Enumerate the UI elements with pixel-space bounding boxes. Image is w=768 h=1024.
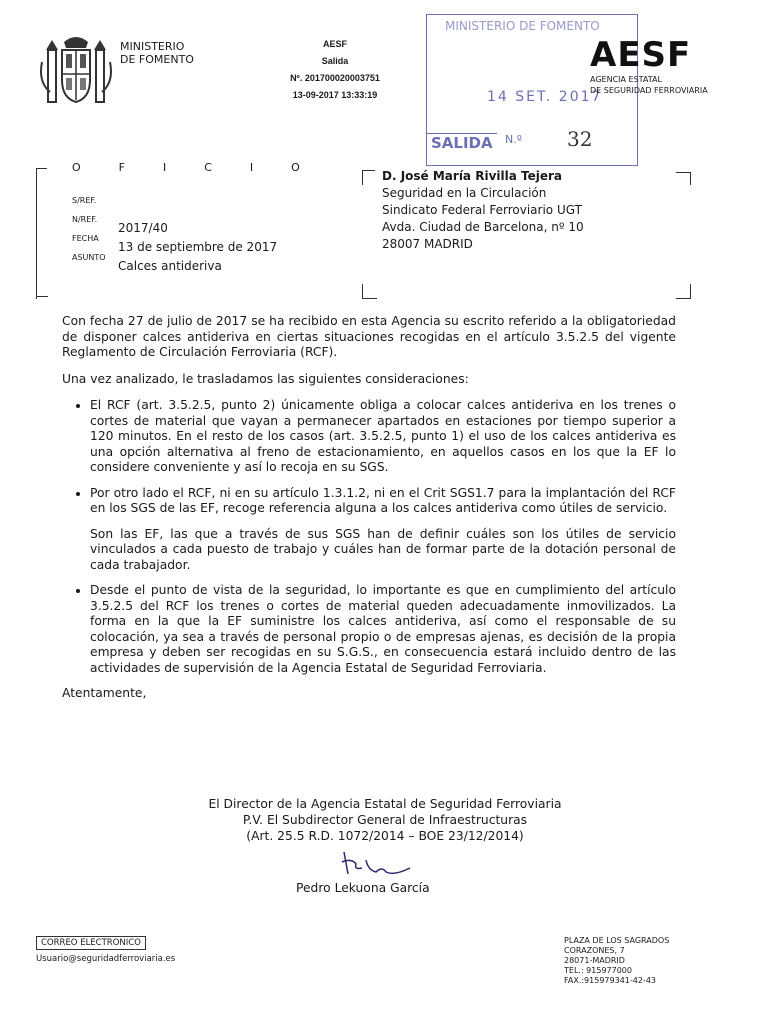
- corner-mark: [676, 284, 691, 299]
- aesf-logo-line1: AGENCIA ESTATAL: [590, 75, 662, 84]
- nref-value: 2017/40: [118, 221, 168, 235]
- registry-org: AESF: [322, 39, 347, 49]
- stamp-top-text: MINISTERIO DE FOMENTO: [445, 19, 600, 33]
- footer-address-line2: CORAZONES, 7: [564, 946, 625, 955]
- footer-address-line1: PLAZA DE LOS SAGRADOS: [564, 936, 670, 945]
- sref-label: S/REF.: [72, 196, 97, 205]
- corner-mark: [676, 172, 691, 185]
- nref-label: N/REF.: [72, 215, 98, 224]
- corner-mark: [362, 170, 375, 185]
- stamp-no-label: N.º: [505, 133, 522, 146]
- stamp-number: 32: [567, 127, 593, 151]
- reference-values: [118, 219, 277, 276]
- stamp-salida: SALIDA: [427, 133, 497, 152]
- registry-number: Nº. 201700020003751: [290, 73, 380, 83]
- recipient-line1: Seguridad en la Circulación: [382, 186, 547, 200]
- signer-title-line2: P.V. El Subdirector General de Infraestructuras: [242, 813, 528, 827]
- ministry-line1: MINISTERIO: [120, 40, 185, 53]
- asunto-value: Calces antideriva: [118, 259, 222, 273]
- reference-labels: [72, 196, 106, 272]
- corner-mark: [362, 284, 377, 299]
- fecha-value: 13 de septiembre de 2017: [118, 240, 278, 254]
- registry-stamp: [270, 36, 400, 104]
- aesf-logo-line2: DE SEGURIDAD FERROVIARIA: [590, 86, 708, 95]
- recipient-line2: Sindicato Federal Ferroviario UGT: [382, 203, 582, 217]
- registry-type: Salida: [321, 56, 349, 66]
- asunto-label: ASUNTO: [72, 253, 106, 262]
- ministry-line2: DE FOMENTO: [120, 53, 194, 66]
- letter-body: [62, 314, 676, 713]
- corner-mark: [36, 296, 48, 297]
- list-item-continuation: Son las EF, las que a través de sus SGS han de definir cuáles son los útiles de servicio vinculados a cada puesto de trabajo y cuáles han de formar parte de la dotación personal de cada trabajador.: [90, 526, 676, 572]
- handwritten-signature-icon: [338, 848, 418, 882]
- list-item: • Desde el punto de vista de la seguridad, lo importante es que en cumplimiento del artículo 3.5.2.5 del RCF los trenes o cortes de material queden adecuadamente inmovilizados. La forma en la que la EF suministre los calces antideriva, así como el responsable de su colocación, ya sea a través de personal propio o de empresas ajenas, es decisión de la propia empresa y deben ser recogidas en su S.G.S., en consecuencia estará incluido dentro de las actividades de supervisión de la Agencia Estatal de Seguridad Ferroviaria.: [90, 583, 676, 676]
- stamp-date: 14 SET. 2017: [487, 89, 603, 105]
- considerations-list: [62, 583, 676, 676]
- ministry-name: [120, 40, 194, 66]
- considerations-list: [62, 398, 676, 517]
- footer-phone: TEL.: 915977000: [564, 966, 632, 975]
- signature-block: [120, 796, 650, 844]
- signer-name: Pedro Lekuona García: [296, 881, 430, 895]
- email-address: Usuario@seguridadferroviaria.es: [36, 954, 176, 964]
- coat-of-arms-icon: [38, 32, 114, 112]
- paragraph-analysis: Una vez analizado, le trasladamos las siguientes consideraciones:: [62, 371, 469, 386]
- corner-mark: [36, 168, 47, 299]
- footer-address-line3: 28071-MADRID: [564, 956, 625, 965]
- aesf-logo: [590, 35, 716, 96]
- paragraph-intro: Con fecha 27 de julio de 2017 se ha recibido en esta Agencia su escrito referido a la obligatoriedad de disponer calces antideriva en ciertas situaciones recogidas en el artículo 3.5.2.5 del vigente Reglamento de Circulación Ferroviaria (RCF).: [62, 314, 676, 359]
- email-label: CORREO ELECTRONICO: [36, 936, 146, 950]
- list-item: • Por otro lado el RCF, ni en su artículo 1.3.1.2, ni en el Crit SGS1.7 para la implantación del RCF en los SGS de las EF, recoge referencia alguna a los calces antideriva como útiles de servicio.: [90, 486, 676, 517]
- document-type: OFICIO: [72, 161, 338, 174]
- recipient-line3: Avda. Ciudad de Barcelona, nº 10: [382, 220, 584, 234]
- footer-address: [564, 936, 669, 986]
- list-item: • El RCF (art. 3.5.2.5, punto 2) únicamente obliga a colocar calces antideriva en los trenes o cortes de material que vayan a permanecer apartados en estaciones por tiempo superior a 120 minutos. En el resto de los casos (art. 3.5.2.5, punto 1) el uso de los calces antideriva es una opción alternativa al freno de estacionamiento, en aquellos casos en los que la EF lo considere conveniente y así lo recoja en su SGS.: [90, 398, 676, 476]
- footer-fax: FAX.:915979341-42-43: [564, 976, 656, 985]
- recipient-name: D. José María Rivilla Tejera: [382, 169, 562, 183]
- signer-title-line3: (Art. 25.5 R.D. 1072/2014 – BOE 23/12/2014): [246, 829, 524, 843]
- signer-title-line1: El Director de la Agencia Estatal de Seguridad Ferroviaria: [208, 797, 562, 811]
- closing: Atentamente,: [62, 686, 147, 700]
- aesf-logo-mark: AESF: [590, 35, 692, 75]
- recipient-address: [382, 168, 584, 253]
- registry-datetime: 13-09-2017 13:33:19: [292, 90, 378, 100]
- fecha-label: FECHA: [72, 234, 99, 243]
- recipient-line4: 28007 MADRID: [382, 237, 473, 251]
